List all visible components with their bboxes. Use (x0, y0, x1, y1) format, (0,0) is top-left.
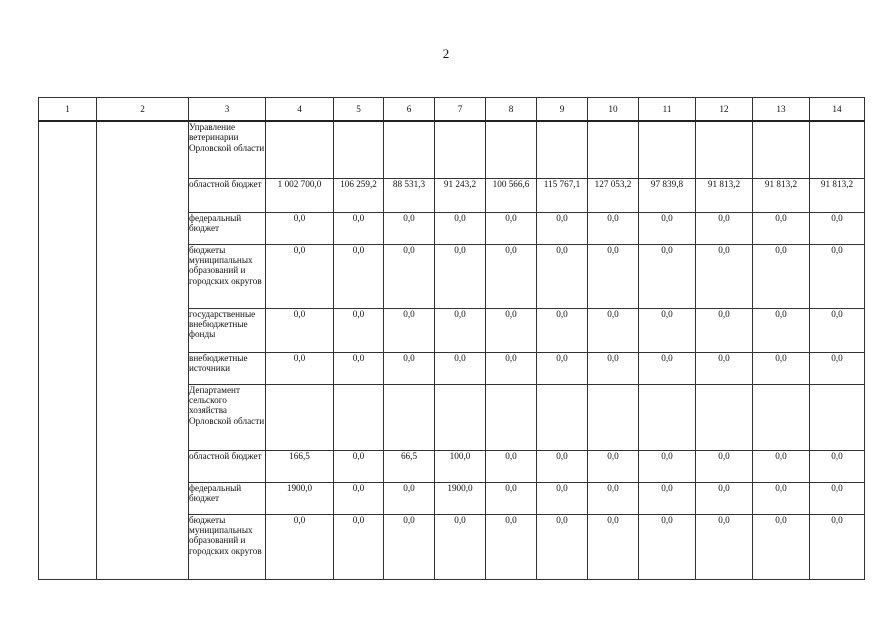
value-cell: 0,0 (334, 482, 384, 514)
value-cell: 0,0 (537, 352, 588, 384)
row-label: Департамент сельского хозяйства Орловской области (189, 384, 266, 450)
row-label: федеральный бюджет (189, 212, 266, 244)
value-cell: 0,0 (588, 352, 639, 384)
value-cell: 0,0 (384, 482, 435, 514)
value-cell (639, 121, 696, 178)
page-number: 2 (442, 46, 450, 61)
value-cell: 91 813,2 (696, 178, 753, 212)
value-cell: 0,0 (266, 244, 334, 308)
column-number: 13 (753, 98, 810, 122)
value-cell: 91 243,2 (435, 178, 486, 212)
value-cell (486, 121, 537, 178)
value-cell: 0,0 (384, 308, 435, 352)
value-cell: 0,0 (266, 514, 334, 579)
row-label: областной бюджет (189, 450, 266, 482)
value-cell: 0,0 (537, 212, 588, 244)
value-cell: 0,0 (588, 212, 639, 244)
value-cell: 0,0 (753, 482, 810, 514)
value-cell (588, 121, 639, 178)
value-cell: 0,0 (334, 244, 384, 308)
grouping-cell-col1 (39, 121, 97, 579)
value-cell: 100 566,6 (486, 178, 537, 212)
column-number: 2 (97, 98, 189, 122)
table-row (39, 121, 865, 178)
value-cell (334, 121, 384, 178)
value-cell (537, 384, 588, 450)
row-label: Управление ветеринарии Орловской области (189, 121, 266, 178)
value-cell: 0,0 (588, 450, 639, 482)
value-cell (266, 121, 334, 178)
value-cell: 0,0 (639, 244, 696, 308)
column-number: 7 (435, 98, 486, 122)
value-cell: 0,0 (334, 514, 384, 579)
value-cell: 0,0 (435, 212, 486, 244)
column-number: 5 (334, 98, 384, 122)
column-number: 3 (189, 98, 266, 122)
budget-table (38, 97, 865, 580)
value-cell: 0,0 (334, 450, 384, 482)
value-cell: 0,0 (810, 514, 865, 579)
value-cell (435, 384, 486, 450)
value-cell: 0,0 (537, 482, 588, 514)
value-cell (696, 384, 753, 450)
value-cell: 0,0 (384, 514, 435, 579)
value-cell: 1900,0 (435, 482, 486, 514)
row-label: бюджеты муниципальных образований и городских округов (189, 244, 266, 308)
value-cell: 0,0 (384, 352, 435, 384)
column-number: 11 (639, 98, 696, 122)
value-cell: 127 053,2 (588, 178, 639, 212)
value-cell: 0,0 (384, 244, 435, 308)
row-label: областной бюджет (189, 178, 266, 212)
value-cell: 0,0 (537, 450, 588, 482)
value-cell: 0,0 (639, 352, 696, 384)
value-cell (639, 384, 696, 450)
value-cell: 115 767,1 (537, 178, 588, 212)
value-cell: 66,5 (384, 450, 435, 482)
value-cell (810, 384, 865, 450)
row-label: федеральный бюджет (189, 482, 266, 514)
column-number: 14 (810, 98, 865, 122)
column-number: 1 (39, 98, 97, 122)
value-cell (810, 121, 865, 178)
value-cell (384, 121, 435, 178)
column-number-row (39, 98, 865, 122)
column-number: 12 (696, 98, 753, 122)
value-cell: 97 839,8 (639, 178, 696, 212)
value-cell (435, 121, 486, 178)
value-cell: 0,0 (537, 308, 588, 352)
value-cell (384, 384, 435, 450)
row-label: внебюджетные источники (189, 352, 266, 384)
value-cell: 0,0 (486, 514, 537, 579)
value-cell (696, 121, 753, 178)
value-cell: 0,0 (435, 514, 486, 579)
row-label: бюджеты муниципальных образований и городских округов (189, 514, 266, 579)
value-cell (588, 384, 639, 450)
value-cell: 0,0 (810, 482, 865, 514)
value-cell: 0,0 (486, 308, 537, 352)
value-cell: 0,0 (696, 450, 753, 482)
value-cell: 0,0 (588, 514, 639, 579)
column-number: 10 (588, 98, 639, 122)
value-cell: 0,0 (810, 244, 865, 308)
grouping-cell-col2 (97, 121, 189, 579)
value-cell: 0,0 (696, 212, 753, 244)
value-cell: 0,0 (810, 308, 865, 352)
column-number: 9 (537, 98, 588, 122)
value-cell: 0,0 (753, 514, 810, 579)
column-number: 8 (486, 98, 537, 122)
value-cell: 0,0 (588, 482, 639, 514)
value-cell: 0,0 (334, 212, 384, 244)
value-cell: 0,0 (486, 352, 537, 384)
value-cell: 91 813,2 (810, 178, 865, 212)
value-cell (266, 384, 334, 450)
value-cell: 0,0 (696, 352, 753, 384)
value-cell: 0,0 (266, 212, 334, 244)
value-cell: 0,0 (639, 482, 696, 514)
value-cell: 0,0 (753, 308, 810, 352)
value-cell: 0,0 (696, 482, 753, 514)
value-cell: 0,0 (334, 308, 384, 352)
row-label: государственные внебюджетные фонды (189, 308, 266, 352)
column-number: 4 (266, 98, 334, 122)
value-cell: 1900,0 (266, 482, 334, 514)
value-cell (753, 384, 810, 450)
value-cell: 0,0 (435, 308, 486, 352)
value-cell: 0,0 (696, 244, 753, 308)
value-cell: 0,0 (639, 212, 696, 244)
value-cell: 0,0 (588, 244, 639, 308)
column-number: 6 (384, 98, 435, 122)
value-cell: 0,0 (639, 308, 696, 352)
value-cell: 91 813,2 (753, 178, 810, 212)
value-cell: 0,0 (266, 352, 334, 384)
table-body (39, 121, 865, 579)
value-cell: 100,0 (435, 450, 486, 482)
value-cell: 106 259,2 (334, 178, 384, 212)
value-cell: 0,0 (753, 352, 810, 384)
value-cell (334, 384, 384, 450)
value-cell: 88 531,3 (384, 178, 435, 212)
value-cell: 0,0 (486, 244, 537, 308)
value-cell: 0,0 (537, 514, 588, 579)
value-cell: 0,0 (486, 450, 537, 482)
value-cell: 0,0 (384, 212, 435, 244)
value-cell: 0,0 (486, 212, 537, 244)
value-cell: 0,0 (588, 308, 639, 352)
value-cell: 0,0 (639, 514, 696, 579)
value-cell: 0,0 (435, 352, 486, 384)
value-cell: 0,0 (753, 450, 810, 482)
value-cell (753, 121, 810, 178)
value-cell (486, 384, 537, 450)
value-cell: 0,0 (486, 482, 537, 514)
value-cell: 0,0 (753, 212, 810, 244)
value-cell: 0,0 (266, 308, 334, 352)
value-cell: 0,0 (810, 450, 865, 482)
value-cell: 0,0 (696, 514, 753, 579)
value-cell: 166,5 (266, 450, 334, 482)
value-cell: 0,0 (537, 244, 588, 308)
value-cell: 1 002 700,0 (266, 178, 334, 212)
value-cell: 0,0 (810, 212, 865, 244)
value-cell: 0,0 (639, 450, 696, 482)
value-cell: 0,0 (334, 352, 384, 384)
value-cell: 0,0 (696, 308, 753, 352)
value-cell (537, 121, 588, 178)
value-cell: 0,0 (435, 244, 486, 308)
value-cell: 0,0 (753, 244, 810, 308)
value-cell: 0,0 (810, 352, 865, 384)
